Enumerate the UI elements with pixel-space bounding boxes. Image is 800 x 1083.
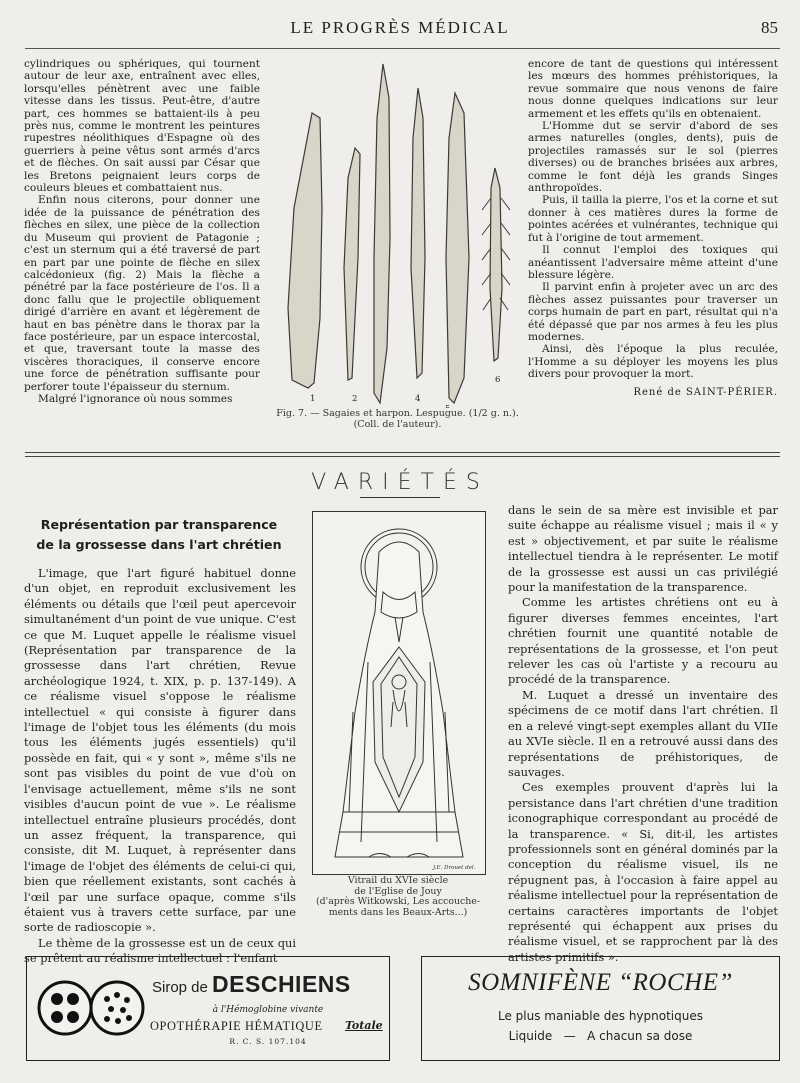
brand-prefix: Sirop de [152,979,208,996]
header-rule [25,48,780,49]
ad-dosage-line [422,1029,779,1043]
paragraph: Malgré l'ignorance où nous sommes [38,392,233,405]
dash: — [563,1029,576,1043]
paragraph: Enfin nous citerons, pour donner une idée de la puissance de pénétration des flèches en silex, une pièce de la collection du Museum qui provient de Patagonie ; c'est un sternum qui a été traversé de part en part par une pointe de flèche en silex calcédonieux (fig. 2) Mais la flèche a pénétré par la face postérieure de l'os. Il a donc fallu que le projectile obliquement dirigé d'arrière en avant et légèrement de haut en bas pénètre dans le thorax par la face postérieure, par un espace intercostal, et que, traversant toute la masse des viscères thoraciques, il conserve encore une force de pénétration suffisante pour perforer toute l'épaisseur du sternum. [24,194,260,393]
paragraph: Le thème de la grossesse est un de ceux qui se prêtent au réalisme intellectuel : l'enfant [24,935,296,966]
journal-title: LE PROGRÈS MÉDICAL [290,18,510,37]
running-header [0,18,800,48]
author-signature: René de SAINT-PÉRIER. [633,386,778,398]
blood-cells-logo [35,969,147,1047]
cell-circle [91,982,143,1034]
right-column [528,58,778,398]
paragraph: Il parvint enfin à projeter avec un arc des flèches assez puissantes pour traverser un corps humain de part en part, résultat qui n'a été dépassé que par nos armes à feu les plus modernes. [528,281,778,343]
title-line: de la grossesse dans l'art chrétien [36,537,282,552]
paragraph: L'Homme dut se servir d'abord de ses armes naturelles (ongles, dents), puis de projectiles ramassés sur le sol (pierres diverses) ou de branches brisées aux arbres, comme le font déjà les grands Singes anthropoïdes. [528,120,778,195]
spear-points-illustration [270,58,525,408]
spear-point-1 [288,113,322,388]
caption-line: ments dans les Beaux-Arts...) [328,906,468,918]
spear-point-2 [344,148,360,380]
form-dose: A chacun sa dose [587,1029,693,1043]
caption-line: (Coll. de l'auteur). [353,419,442,430]
page-number: 85 [761,18,778,37]
article-right-column [508,503,778,965]
paragraph: L'image, que l'art figuré habituel donne d'un objet, en reproduit exclusivement les éléments ou détails que l'œil peut apercevoir simultanément d'un point de vue unique. C'est ce que M. Luquet appelle le réalisme visuel (Représentation par transparence de la grossesse dans l'art chrétien, Revue archéologique 1924, t. XIX, p. p. 137-149). A ce réalisme visuel s'oppose le réalisme intellectuel « qui consiste à figurer dans l'image de l'objet tous les éléments (du mois tous les éléments jugés essentiels) qu'il possède en fait, qui « y sont », même s'ils ne sont pas visibles du point de vue d'où on l'envisage actuellement, même s'ils ne sont visibles d'aucun point de vue ». Le réalisme intellectuel entraîne plusieurs procédés, dont un assez fréquent, la transparence, qui consiste, dit M. Luquet, à représenter dans l'image de l'objet des éléments de celui-ci qui, bien que réellement existants, sont cachés à l'œil par une surface opaque, comme s'ils étaient vus à travers cette surface, par une sorte de radioscopie ». [24,566,296,935]
advertisement-deschiens [26,956,390,1061]
cell-circle [39,982,91,1034]
spear-point-4 [411,88,425,378]
ad-brand: SOMNIFÈNE “ROCHE” [468,969,733,996]
paragraph: Il connut l'emploi des toxiques qui anéantissent l'adversaire même atteint d'une blessure légère. [528,244,778,281]
form-liquid: Liquide [508,1029,553,1043]
paragraph: dans le sein de sa mère est invisible et par suite échappe au réalisme visuel ; mais il « y est » objectivement, et par suite le réalisme intellectuel tiendra à le représenter. Le motif de la grossesse est aussi un cas privilégié pour la manifestation de la transparence. [508,503,778,595]
ad-tagline: Le plus maniable des hypnotiques [497,1009,703,1023]
paragraph: encore de tant de questions qui intéressent les mœurs des hommes préhistoriques, la revue sommaire que nous venons de faire nous donne quelques indications sur leur armement et les effets qu'ils en obtenaient. [528,58,778,120]
figure-7-caption [270,408,525,430]
madonna-drawing [313,512,485,874]
fig-label: 4 [415,394,421,404]
caption-line: (d'après Witkowski, Les accouche- [315,896,481,908]
ad-brand [152,971,351,998]
article-left-column [24,566,296,967]
paragraph: Ces exemples prouvent d'après lui la persistance dans l'art chrétien d'une tradition iconographique correspondant au procédé de la transparence. « Si, dit-il, les artistes professionnels sont en général dominés par la conception du réalisme visuel, ils ne répugnent pas, à l'occasion à faire appel au réalisme intellectuel pour la représentation de certains caractères importants de l'objet représenté qui échappent aux prises du réalisme visuel, et se rapprochent par là des artistes primitifs ». [508,780,778,964]
fig-label: 1 [310,394,316,404]
brand-name: DESCHIENS [212,971,351,997]
harpoon-6 [490,168,502,361]
caption-line: Vitrail du XVIe siècle [347,875,449,886]
caption-line: de l'Eglise de Jouy [354,885,442,897]
ad-registration: R. C. S. 107.104 [229,1037,307,1046]
vitrail-illustration [312,511,486,875]
section-title: VARIÉTÉS [311,470,489,495]
paragraph: cylindriques ou sphériques, qui tournent autour de leur axe, entraînent avec elles, lorsqu'elles pénètrent avec une faible vitesse dans les tissus. Peut-être, d'autre part, ces hommes se battaient-ils à peu près nus, comme le montrent les peintures rupestres néolithiques d'Espagne où des guerriers à peine vêtus sont armés d'arcs et de flèches. On sait aussi par César que les Bretons peignaient leurs corps de couleurs bleues et combattaient nus. [24,58,260,195]
artist-signature: J.E. Drouet del. [433,865,476,871]
section-title-rule [360,497,440,498]
section-rule [25,456,780,457]
vitrail-caption [300,876,496,918]
article-title [24,515,294,555]
paragraph: Puis, il tailla la pierre, l'os et la corne et sut donner à ces matières dures la forme de pointes acérées et vulnérantes, technique qui fut à l'origine de tout armement. [528,194,778,244]
fig-label: 6 [495,375,501,385]
spear-point-5 [446,93,469,403]
paragraph: Ainsi, dès l'époque la plus reculée, l'Homme a su déployer les moyens les plus divers pour provoquer la mort. [528,343,778,381]
paragraph: Comme les artistes chrétiens ont eu à figurer diverses femmes enceintes, l'art chrétien fournit une quantité notable de représentations de la grossesse, et l'on peut relever les cas où l'artiste y a recouru au procédé de la transparence. [508,595,778,687]
title-line: Représentation par transparence [40,517,278,532]
figure-7-spear-points [270,58,525,443]
fig-label: 2 [352,394,358,404]
left-column [24,58,260,405]
ad-product-line: OPOTHÉRAPIE HÉMATIQUE [150,1019,323,1033]
ad-subtitle: à l'Hémoglobine vivante [212,1005,324,1015]
advertisement-somnifene [421,956,780,1061]
ad-product-suffix: Totale [345,1019,383,1032]
caption-line: Fig. 7. — Sagaies et harpon. Lespugue. (1/2 g. n.). [276,408,519,419]
paragraph: M. Luquet a dressé un inventaire des spécimens de ce motif dans l'art chrétien. Il en a relevé vingt-sept exemples allant du VIIe au XVIe siècle. Il en a retrouvé aussi dans des représentations de préhistoriques, de sauvages. [508,687,778,779]
section-rule [25,452,780,453]
spear-point-3 [374,64,390,403]
